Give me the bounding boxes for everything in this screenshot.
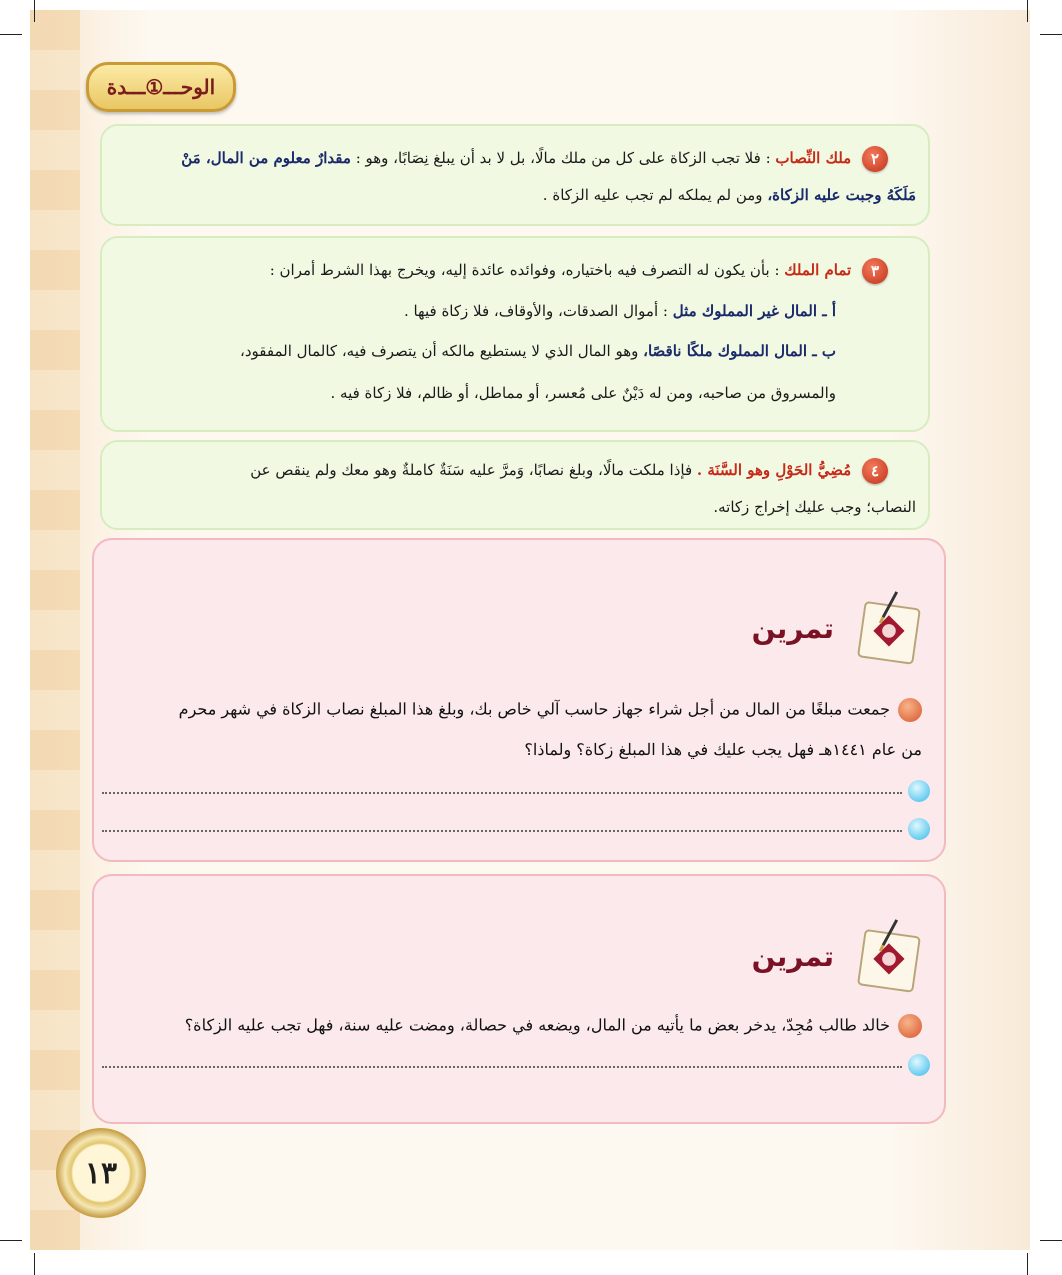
subpoint-text: والمسروق من صاحبه، ومن له دَيْنٌ على مُعسر، أو مماطل، أو ظالم، فلا زكاة فيه . [330, 384, 836, 402]
answer-bullet-icon [908, 818, 930, 840]
crop-mark [34, 1253, 35, 1275]
condition-box-4 [100, 440, 930, 530]
exercise-box-2 [92, 874, 946, 1124]
crop-mark [1027, 1253, 1028, 1275]
page-number: ١٣ [56, 1128, 146, 1218]
subpoint-text: : أموال الصدقات، والأوقاف، فلا زكاة فيها . [403, 302, 673, 320]
condition-title: تمام الملك [784, 261, 852, 279]
question-text: من عام ١٤٤١هـ فهل يجب عليك في هذا المبلغ زكاة؟ ولماذا؟ [524, 740, 922, 759]
condition-line [122, 258, 888, 284]
question-text: خالد طالب مُجِدّ، يدخر بعض ما يأتيه من المال، ويضعه في حصالة، ومضت عليه سنة، فهل تجب عليه الزكاة؟ [184, 1015, 890, 1035]
item-number-badge: ٢ [862, 146, 888, 172]
answer-line[interactable] [102, 790, 902, 794]
exercise-question [114, 698, 922, 722]
condition-line [122, 458, 888, 484]
separator: : [760, 149, 776, 167]
item-number-badge: ٣ [862, 258, 888, 284]
crop-mark [0, 34, 22, 35]
answer-line[interactable] [102, 1064, 902, 1068]
condition-box-3 [100, 236, 930, 432]
crop-mark [1027, 0, 1028, 22]
subpoint-heading: أ ـ المال غير المملوك مثل [672, 302, 836, 320]
crop-mark [1040, 1240, 1062, 1241]
condition-text: ومن لم يملكه لم تجب عليه الزكاة . [542, 186, 768, 204]
condition-line [122, 498, 916, 516]
condition-definition: مقدارٌ معلوم من المال، مَنْ [181, 149, 351, 167]
condition-text: فلا تجب الزكاة على كل من ملك مالًا، بل لا بد أن يبلغ نِصَابًا، وهو : [350, 149, 761, 167]
condition-line [122, 146, 888, 172]
condition-title: ملك النِّصاب [775, 149, 852, 167]
bullet-icon [898, 698, 922, 722]
exercise-question [114, 1014, 922, 1038]
crop-mark [34, 0, 35, 22]
question-text: جمعت مبلغًا من المال من أجل شراء جهاز حاسب آلي خاص بك، وبلغ هذا المبلغ نصاب الزكاة في شهر محرم [178, 699, 890, 719]
answer-bullet-icon [908, 1054, 930, 1076]
condition-text: فإذا ملكت مالًا، وبلغ نصابًا، وَمرَّ عليه سَنَةٌ كاملةٌ وهو معك ولم ينقص عن [250, 461, 697, 479]
answer-bullet-icon [908, 780, 930, 802]
unit-badge: الوحـــ①ـــدة [86, 62, 236, 112]
exercise-question-cont [114, 740, 922, 759]
condition-text: : بأن يكون له التصرف فيه باختياره، وفوائده عائدة إليه، ويخرج بهذا الشرط أمران : [269, 261, 785, 279]
condition-definition: مَلَكَهُ وجبت عليه الزكاة، [767, 186, 916, 204]
condition-subpoint-b [122, 342, 836, 360]
exercise-icon [848, 588, 926, 666]
answer-line[interactable] [102, 828, 902, 832]
condition-box-2 [100, 124, 930, 226]
subpoint-text: وهو المال الذي لا يستطيع مالكه أن يتصرف فيه، كالمال المفقود، [240, 342, 644, 360]
subpoint-heading: ب ـ المال المملوك ملكًا ناقصًا، [643, 342, 836, 360]
item-number-badge: ٤ [862, 458, 888, 484]
crop-mark [0, 1240, 22, 1241]
condition-line [122, 186, 916, 204]
exercise-title: تمرين [751, 940, 834, 973]
bullet-icon [898, 1014, 922, 1038]
exercise-box-1 [92, 538, 946, 862]
exercise-icon [848, 916, 926, 994]
decorative-strip [30, 10, 80, 1250]
condition-title: مُضِيُّ الحَوْلِ وهو السَّنَة . [696, 461, 852, 479]
crop-mark [1040, 34, 1062, 35]
exercise-title: تمرين [751, 612, 834, 645]
condition-subpoint-a [122, 302, 836, 320]
condition-subpoint-b-cont [122, 384, 836, 402]
condition-text: النصاب؛ وجب عليك إخراج زكاته. [713, 498, 916, 516]
